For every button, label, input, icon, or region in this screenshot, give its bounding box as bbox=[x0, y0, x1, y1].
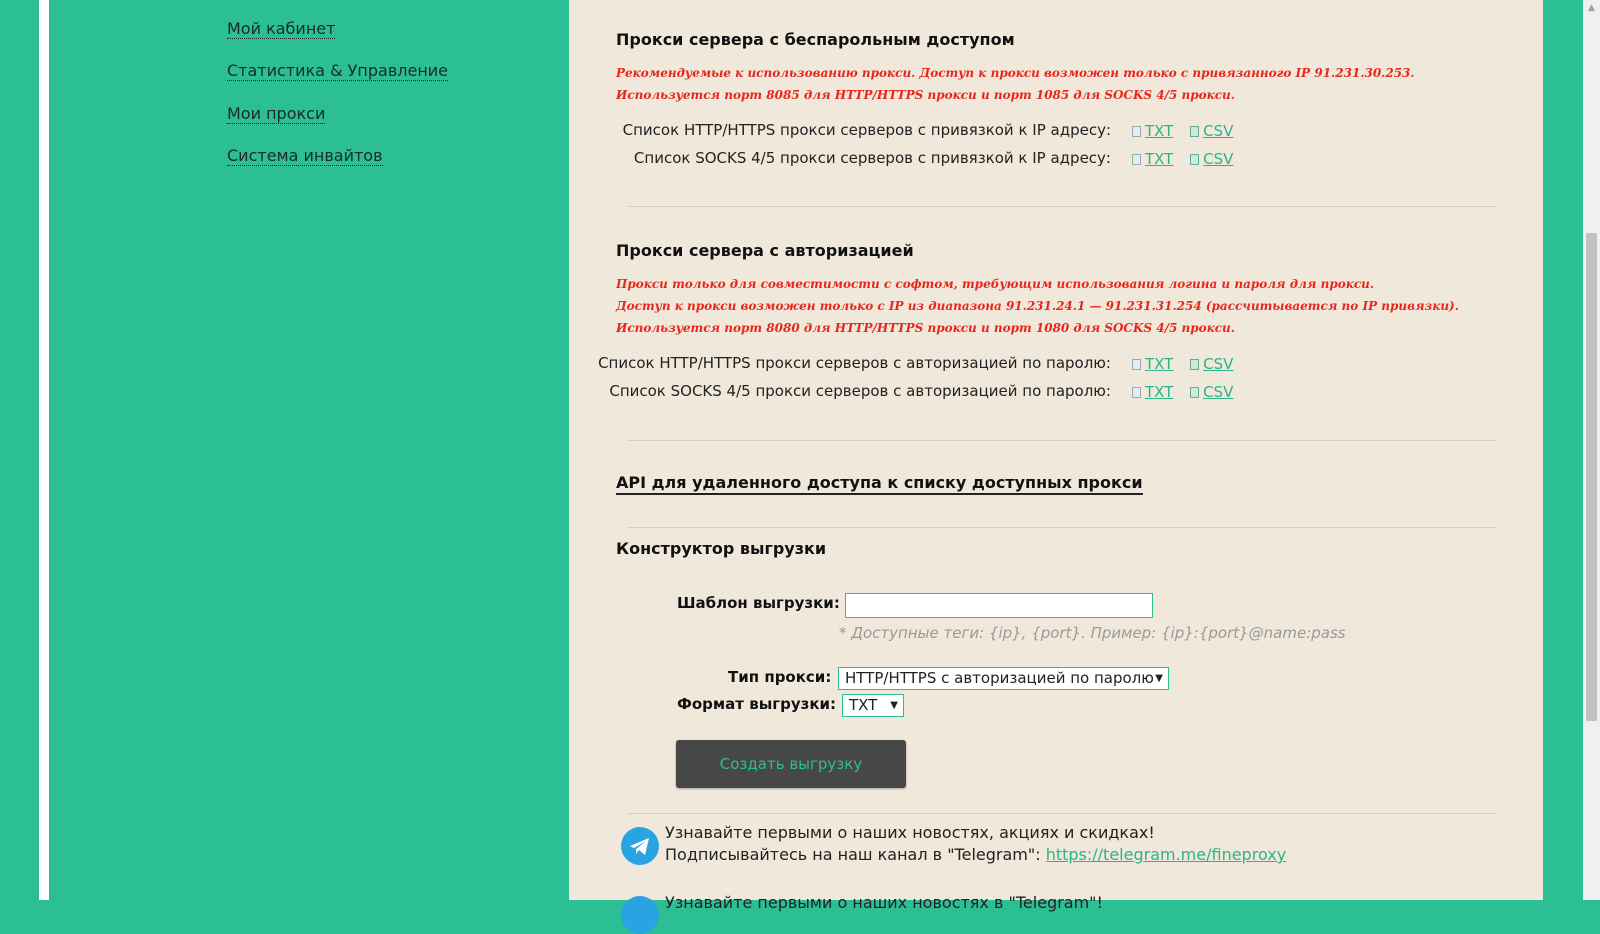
row-label: Список HTTP/HTTPS прокси серверов с авторизацией по паролю: bbox=[598, 354, 1111, 372]
scroll-up-arrow-icon[interactable]: ▲ bbox=[1588, 3, 1595, 13]
txt-label: TXT bbox=[1145, 122, 1174, 140]
sidebar-item-statistics[interactable]: Статистика & Управление bbox=[227, 61, 449, 80]
csv-download-link[interactable] bbox=[1190, 383, 1233, 401]
txt-download-link[interactable] bbox=[1132, 150, 1173, 168]
main-content bbox=[569, 0, 1543, 912]
scrollbar-thumb[interactable] bbox=[1586, 233, 1597, 721]
chevron-down-icon: ▼ bbox=[1155, 673, 1163, 684]
divider bbox=[627, 440, 1496, 441]
section-auth-title: Прокси сервера с авторизацией bbox=[616, 241, 914, 260]
txt-download-link[interactable] bbox=[1132, 122, 1173, 140]
section-ip-note-2: Используется порт 8085 для HTTP/HTTPS прокси и порт 1085 для SOCKS 4/5 прокси. bbox=[616, 88, 1235, 102]
sidebar bbox=[49, 0, 569, 900]
proxy-type-value: HTTP/HTTPS с авторизацией по паролю bbox=[845, 669, 1154, 687]
section-auth-note-3: Используется порт 8080 для HTTP/HTTPS прокси и порт 1080 для SOCKS 4/5 прокси. bbox=[616, 321, 1235, 335]
sidebar-item-my-cabinet[interactable]: Мой кабинет bbox=[227, 19, 336, 38]
template-label: Шаблон выгрузки: bbox=[677, 594, 840, 612]
left-white-stripe bbox=[39, 0, 49, 900]
proxy-type-label: Тип прокси: bbox=[728, 668, 832, 686]
file-icon bbox=[1132, 359, 1141, 370]
row-label: Список SOCKS 4/5 прокси серверов с привязкой к IP адресу: bbox=[633, 149, 1111, 167]
section-ip-note-1: Рекомендуемые к использованию прокси. Доступ к прокси возможен только с привязанного IP 91.231.30.253. bbox=[616, 66, 1415, 80]
telegram-line-2-prefix: Подписывайтесь на наш канал в "Telegram": bbox=[665, 845, 1046, 864]
format-label: Формат выгрузки: bbox=[677, 695, 837, 713]
list-item bbox=[569, 354, 1569, 378]
csv-file-icon bbox=[1190, 387, 1199, 398]
csv-download-link[interactable] bbox=[1190, 150, 1233, 168]
section-auth-note-1: Прокси только для совместимости с софтом, требующим использования логина и пароля для прокси. bbox=[616, 277, 1375, 291]
csv-label: CSV bbox=[1203, 383, 1234, 401]
list-item bbox=[569, 382, 1569, 406]
file-icon bbox=[1132, 387, 1141, 398]
txt-label: TXT bbox=[1145, 383, 1174, 401]
format-select[interactable] bbox=[842, 694, 904, 717]
template-hint: * Доступные теги: {ip}, {port}. Пример: {ip}:{port}@name:pass bbox=[839, 624, 1346, 642]
right-green-bar bbox=[1543, 0, 1583, 900]
divider bbox=[627, 206, 1496, 207]
file-icon bbox=[1132, 126, 1141, 137]
sidebar-item-invites[interactable]: Система инвайтов bbox=[227, 146, 383, 165]
section-auth-note-2: Доступ к прокси возможен только с IP из диапазона 91.231.24.1 — 91.231.31.254 (рассчитывается по IP привязки). bbox=[616, 299, 1459, 313]
chevron-down-icon: ▼ bbox=[890, 700, 898, 711]
row-label: Список HTTP/HTTPS прокси серверов с привязкой к IP адресу: bbox=[622, 121, 1111, 139]
row-label: Список SOCKS 4/5 прокси серверов с авторизацией по паролю: bbox=[609, 382, 1111, 400]
csv-label: CSV bbox=[1203, 122, 1234, 140]
telegram-icon bbox=[621, 896, 659, 934]
csv-download-link[interactable] bbox=[1190, 355, 1233, 373]
sidebar-item-my-proxies[interactable]: Мои прокси bbox=[227, 104, 326, 123]
txt-download-link[interactable] bbox=[1132, 355, 1173, 373]
list-item bbox=[569, 121, 1569, 145]
csv-file-icon bbox=[1190, 154, 1199, 165]
csv-file-icon bbox=[1190, 359, 1199, 370]
csv-file-icon bbox=[1190, 126, 1199, 137]
csv-download-link[interactable] bbox=[1190, 122, 1233, 140]
txt-label: TXT bbox=[1145, 150, 1174, 168]
create-export-button[interactable]: Создать выгрузку bbox=[676, 740, 906, 788]
telegram-channel-link[interactable]: https://telegram.me/fineproxy bbox=[1045, 845, 1287, 864]
constructor-title: Конструктор выгрузки bbox=[616, 539, 827, 558]
vertical-scrollbar[interactable] bbox=[1583, 0, 1600, 900]
api-access-link[interactable]: API для удаленного доступа к списку доступных прокси bbox=[616, 473, 1143, 495]
section-ip-title: Прокси сервера с беспарольным доступом bbox=[616, 30, 1015, 49]
telegram-line-3: Узнавайте первыми о наших новостях в "Telegram"! bbox=[665, 893, 1103, 912]
txt-label: TXT bbox=[1145, 355, 1174, 373]
file-icon bbox=[1132, 154, 1141, 165]
list-item bbox=[569, 149, 1569, 173]
txt-download-link[interactable] bbox=[1132, 383, 1173, 401]
template-input[interactable] bbox=[845, 593, 1153, 618]
divider bbox=[627, 813, 1496, 814]
divider bbox=[627, 527, 1496, 528]
proxy-type-select[interactable] bbox=[838, 667, 1169, 690]
telegram-icon bbox=[621, 827, 659, 865]
telegram-line-1: Узнавайте первыми о наших новостях, акциях и скидках! bbox=[665, 823, 1155, 842]
telegram-line-2 bbox=[665, 845, 1286, 864]
format-value: TXT bbox=[849, 696, 878, 714]
csv-label: CSV bbox=[1203, 150, 1234, 168]
csv-label: CSV bbox=[1203, 355, 1234, 373]
